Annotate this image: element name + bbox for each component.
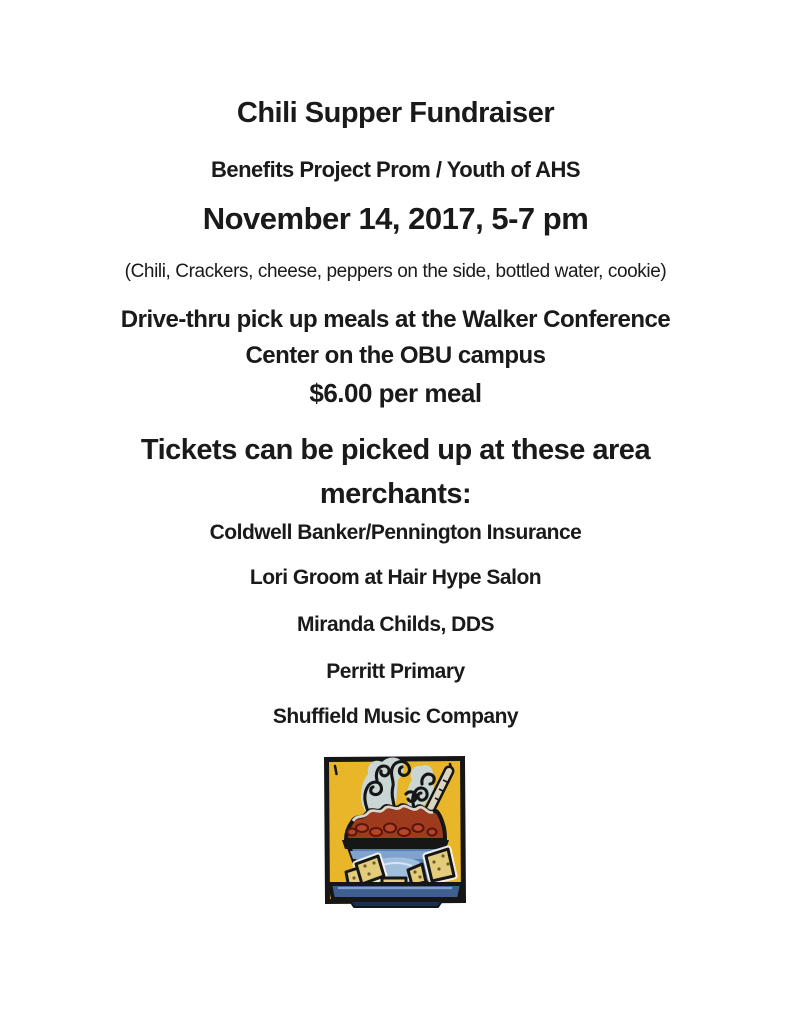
chili-bowl-illustration: [322, 752, 470, 910]
event-date-line: November 14, 2017, 5-7 pm: [202, 201, 589, 236]
crackers-icon: [346, 849, 454, 888]
steam-icon: [361, 758, 434, 815]
merchant-item: Perritt Primary: [326, 660, 465, 683]
merchant-item: Miranda Childs, DDS: [296, 613, 495, 636]
chili-icon: [346, 805, 445, 840]
bowl-icon: [342, 840, 449, 892]
flyer-title: Chili Supper Fundraiser: [236, 97, 555, 129]
tickets-heading-line-2: merchants:: [319, 478, 472, 510]
merchant-item: Shuffield Music Company: [272, 705, 519, 728]
pickup-info-line-2: Center on the OBU campus: [245, 342, 546, 369]
illustration-frame: [327, 759, 464, 902]
spoon-icon: [427, 771, 449, 815]
merchant-item: Coldwell Banker/Pennington Insurance: [209, 521, 582, 544]
menu-note: (Chili, Crackers, cheese, peppers on the side, bottled water, cookie): [124, 261, 667, 282]
pickup-info-line-1: Drive-thru pick up meals at the Walker Conference: [120, 306, 671, 333]
merchant-item: Lori Groom at Hair Hype Salon: [249, 566, 542, 589]
flyer-subtitle: Benefits Project Prom / Youth of AHS: [210, 157, 581, 182]
price-line: $6.00 per meal: [309, 378, 482, 408]
tickets-heading-line-1: Tickets can be picked up at these area: [140, 434, 651, 466]
tray-icon: [330, 884, 462, 907]
